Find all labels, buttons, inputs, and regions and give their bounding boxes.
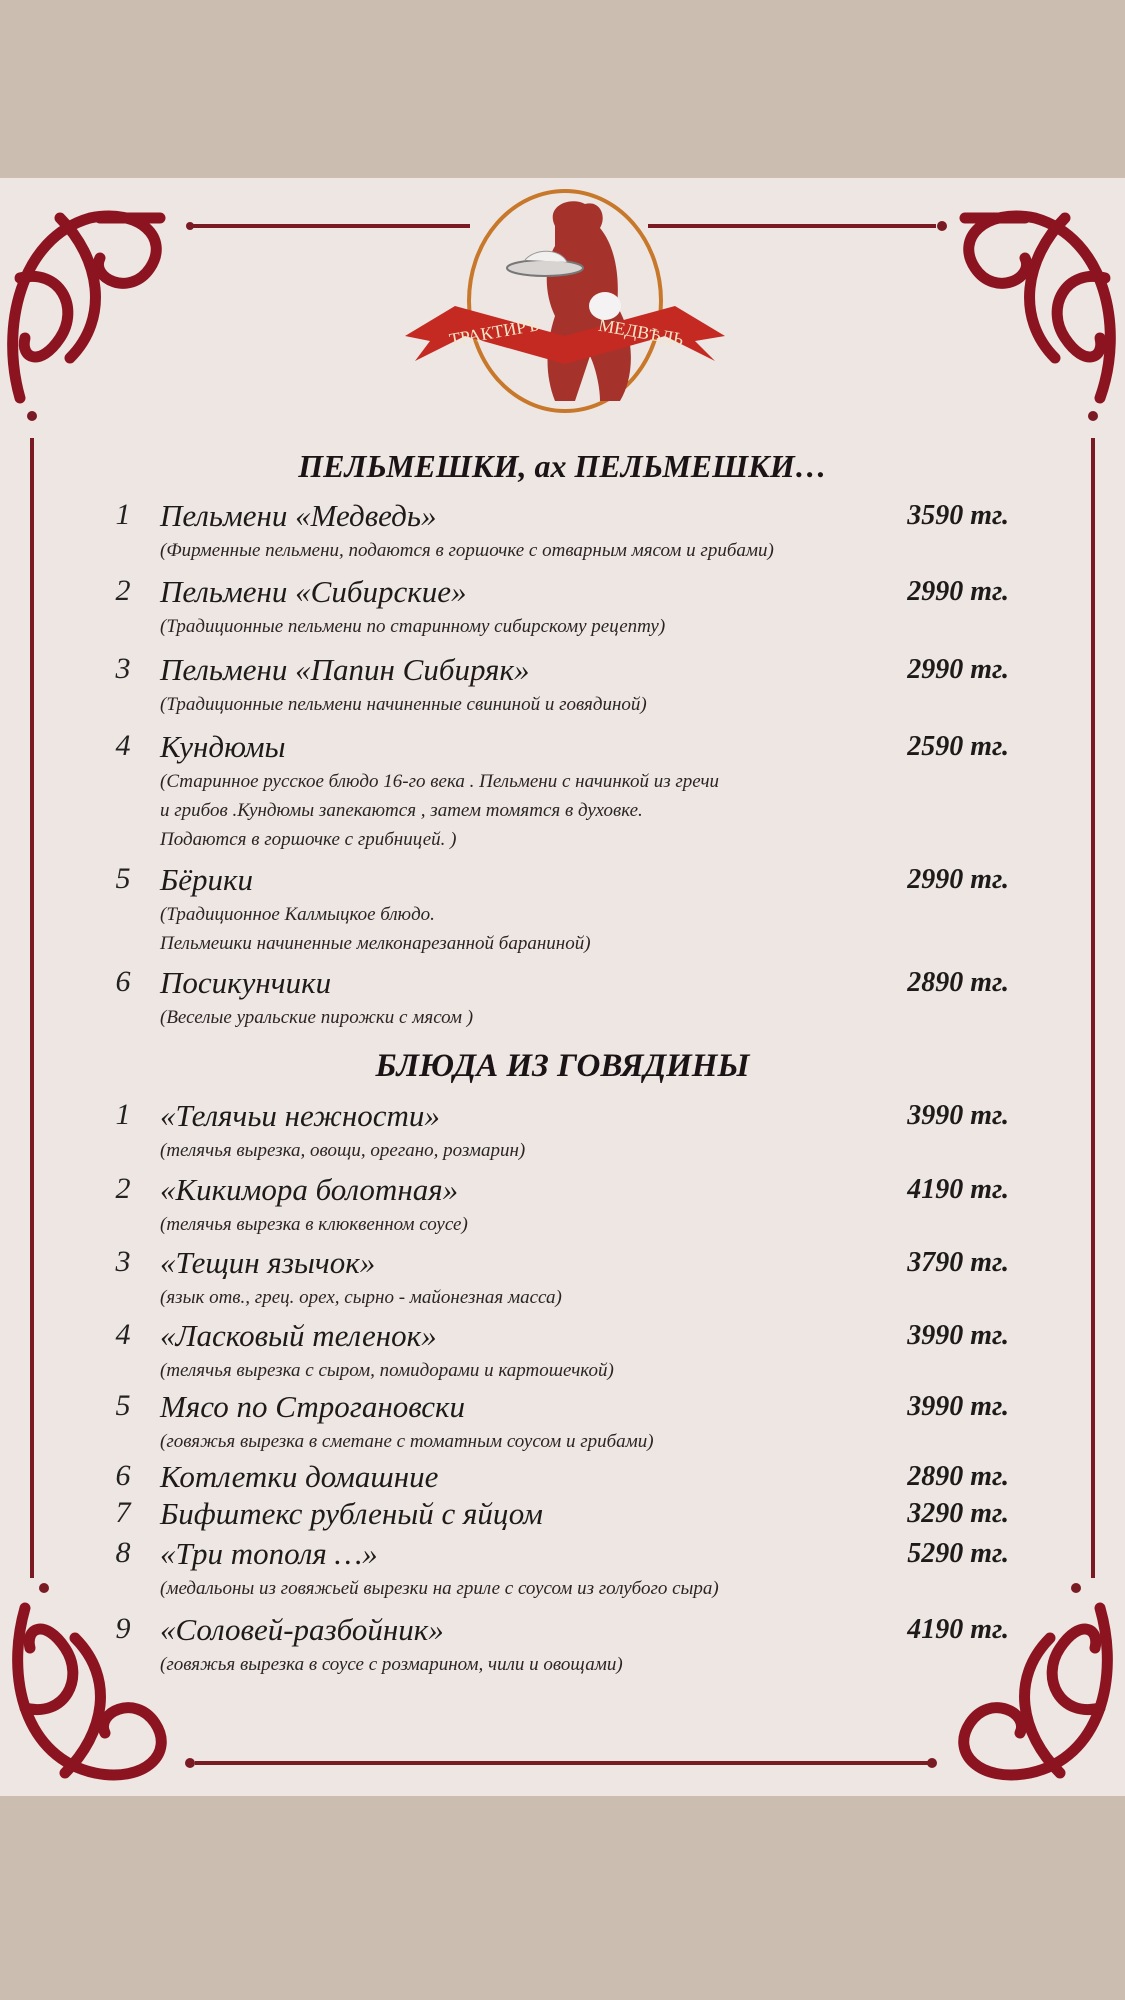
item-name: Котлетки домашние xyxy=(160,1459,439,1494)
item-description: (Старинное русское блюдо 16-го века . Пельмени с начинкой из гречи и грибов .Кундюмы запекаются , затем томятся в духовке. Подаются в горшочке с грибницей. ) xyxy=(160,771,720,850)
item-number: 3 xyxy=(115,652,131,685)
item-price: 2990 тг. xyxy=(907,576,1009,607)
item-number: 8 xyxy=(115,1536,131,1569)
item-price: 4190 тг. xyxy=(907,1614,1009,1645)
item-name: «Ласковый теленок» xyxy=(160,1318,437,1353)
item-description: (медальоны из говяжьей вырезки на гриле с соусом из голубого сыра) xyxy=(160,1578,719,1599)
item-number: 5 xyxy=(115,862,131,895)
item-number: 1 xyxy=(115,1098,131,1131)
item-number: 6 xyxy=(115,965,131,998)
item-price: 3290 тг. xyxy=(907,1498,1009,1529)
item-name: Посикунчики xyxy=(160,965,332,1000)
menu-item xyxy=(0,1245,1125,1308)
corner-ornament-bottom-left xyxy=(18,1608,162,1775)
item-description: (Фирменные пельмени, подаются в горшочке с отварным мясом и грибами) xyxy=(160,540,774,561)
item-number: 6 xyxy=(115,1459,131,1492)
item-number: 4 xyxy=(115,1318,131,1351)
item-number: 2 xyxy=(115,1172,131,1205)
item-price: 4190 тг. xyxy=(907,1174,1009,1205)
logo-ribbon-right-text: МЕДВѢДЬ xyxy=(596,314,686,350)
item-name: Бёрики xyxy=(160,862,254,897)
logo-ribbon-left-text: ТРАКТИРЪ xyxy=(447,314,541,350)
menu-item xyxy=(0,1172,1125,1235)
item-number: 3 xyxy=(115,1245,131,1278)
menu-item xyxy=(0,1389,1125,1452)
item-name: Пельмени «Сибирские» xyxy=(160,574,467,609)
item-name: Бифштекс рубленый с яйцом xyxy=(160,1496,543,1531)
item-price: 3990 тг. xyxy=(907,1320,1009,1351)
menu-page xyxy=(0,178,1125,1796)
item-description: (Традиционное Калмыцкое блюдо. Пельмешки начиненные мелконарезанной бараниной) xyxy=(160,904,591,954)
menu-item xyxy=(0,652,1125,715)
item-description: (говяжья вырезка в соусе с розмарином, чили и овощами) xyxy=(160,1654,623,1675)
item-name: Кундюмы xyxy=(160,729,286,764)
item-description: (телячья вырезка в клюквенном соусе) xyxy=(160,1214,468,1235)
item-name: «Тещин язычок» xyxy=(160,1245,376,1280)
item-name: «Кикимора болотная» xyxy=(160,1172,459,1207)
item-description: (телячья вырезка с сыром, помидорами и картошечкой) xyxy=(160,1360,614,1381)
item-description: (Традиционные пельмени начиненные свининой и говядиной) xyxy=(160,694,647,715)
menu-item xyxy=(0,1612,1125,1675)
item-number: 4 xyxy=(115,729,131,762)
menu-item xyxy=(0,965,1125,1028)
section-title-dumplings: ПЕЛЬМЕШКИ, ах ПЕЛЬМЕШКИ… xyxy=(298,448,827,484)
corner-ornament-top-right xyxy=(965,216,1110,398)
item-description: (язык отв., грец. орех, сырно - майонезная масса) xyxy=(160,1287,562,1308)
item-price: 3990 тг. xyxy=(907,1100,1009,1131)
menu-item xyxy=(0,862,1125,954)
item-price: 3790 тг. xyxy=(907,1247,1009,1278)
item-description: (говяжья вырезка в сметане с томатным соусом и грибами) xyxy=(160,1431,654,1452)
item-price: 2890 тг. xyxy=(907,1461,1009,1492)
item-price: 2990 тг. xyxy=(907,654,1009,685)
item-name: «Соловей-разбойник» xyxy=(160,1612,444,1647)
item-price: 3590 тг. xyxy=(907,500,1009,531)
item-price: 5290 тг. xyxy=(907,1538,1009,1569)
item-name: «Три тополя …» xyxy=(160,1536,378,1571)
item-price: 3990 тг. xyxy=(907,1391,1009,1422)
menu-item xyxy=(0,1318,1125,1381)
menu-item xyxy=(0,1496,1125,1531)
menu-item xyxy=(0,1536,1125,1599)
item-name: Пельмени «Папин Сибиряк» xyxy=(160,652,530,687)
item-number: 2 xyxy=(115,574,131,607)
item-name: «Телячьи нежности» xyxy=(160,1098,440,1133)
item-price: 2590 тг. xyxy=(907,731,1009,762)
item-price: 2890 тг. xyxy=(907,967,1009,998)
section-title-beef: БЛЮДА ИЗ ГОВЯДИНЫ xyxy=(375,1048,750,1084)
tavern-bear-logo xyxy=(395,186,730,416)
menu-item xyxy=(0,574,1125,637)
menu-item xyxy=(0,1459,1125,1494)
item-price: 2990 тг. xyxy=(907,864,1009,895)
item-description: (телячья вырезка, овощи, орегано, розмарин) xyxy=(160,1140,526,1161)
item-name: Пельмени «Медведь» xyxy=(160,498,437,533)
menu-item xyxy=(0,498,1125,561)
item-name: Мясо по Строгановски xyxy=(160,1389,466,1424)
item-number: 9 xyxy=(115,1612,131,1645)
item-number: 7 xyxy=(115,1496,131,1529)
corner-ornament-top-left xyxy=(13,216,160,398)
menu-item xyxy=(0,729,1125,850)
item-number: 1 xyxy=(115,498,131,531)
item-number: 5 xyxy=(115,1389,131,1422)
item-description: (Веселые уральские пирожки с мясом ) xyxy=(160,1007,474,1028)
item-description: (Традиционные пельмени по старинному сибирскому рецепту) xyxy=(160,616,666,637)
menu-item xyxy=(0,1098,1125,1161)
